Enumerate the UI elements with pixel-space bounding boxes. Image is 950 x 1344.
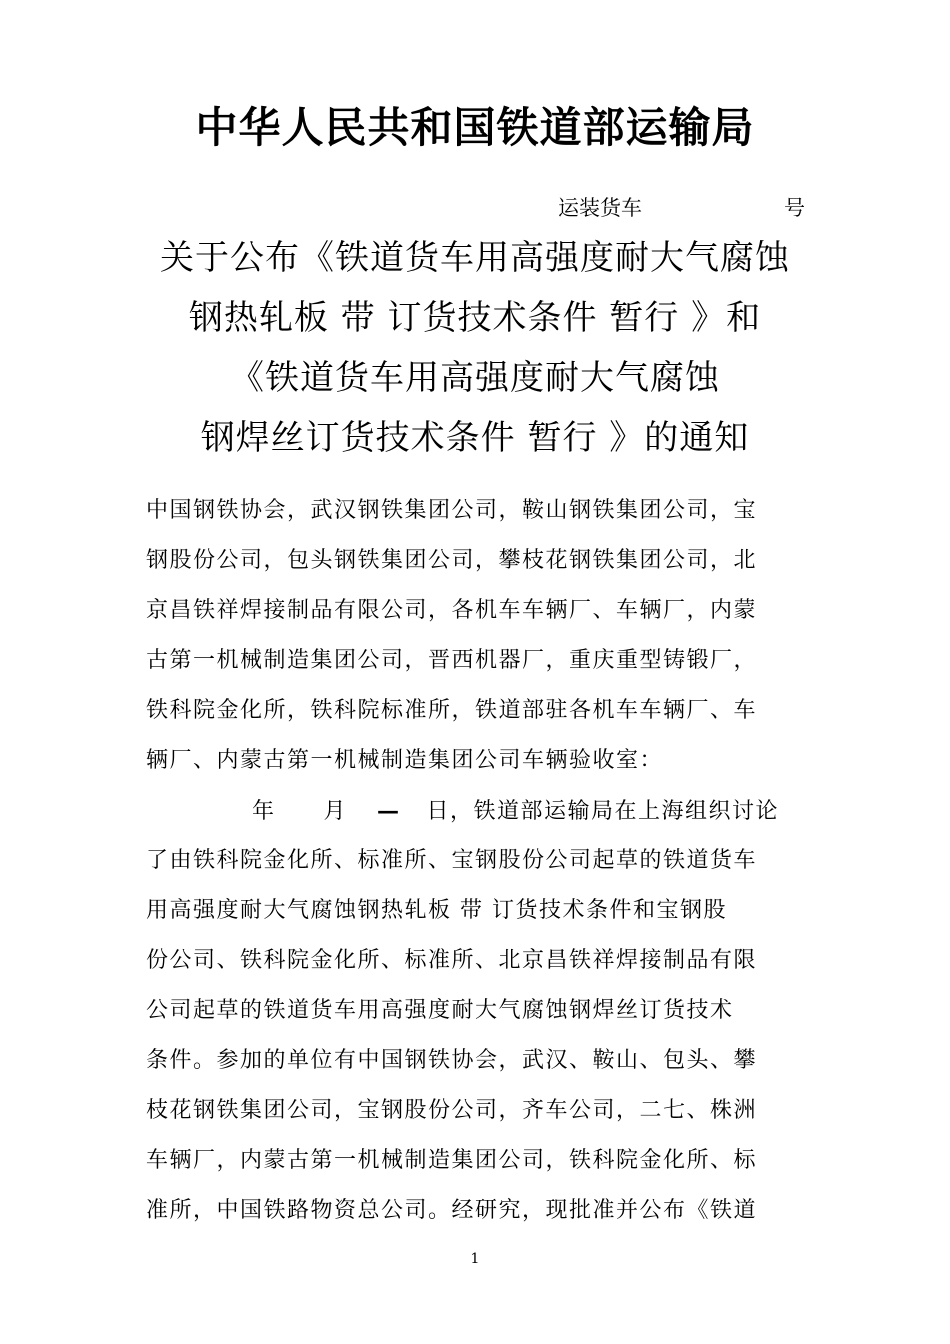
paragraph-line: 了由铁科院金化所、标准所、宝钢股份公司起草的铁道货车 <box>146 848 758 873</box>
recipients-line: 钢股份公司，包头钢铁集团公司，攀枝花钢铁集团公司，北 <box>146 548 758 573</box>
date-dash: — <box>377 798 401 824</box>
doc-number-prefix: 运装货车 <box>558 196 642 220</box>
body-text <box>146 486 808 1236</box>
page-number: 1 <box>470 1251 480 1267</box>
recipients-line: 古第一机械制造集团公司，晋西机器厂，重庆重型铸锻厂， <box>146 648 758 673</box>
paragraph-line: 准所，中国铁路物资总公司。经研究，现批准并公布《铁道 <box>146 1198 758 1223</box>
paragraph-line: 条件。参加的单位有中国钢铁协会，武汉、鞍山、包头、攀 <box>146 1048 758 1073</box>
notice-title-line: 钢热轧板 带 订货技术条件 暂行 》和 <box>188 298 762 338</box>
paragraph-line: 枝花钢铁集团公司，宝钢股份公司，齐车公司，二七、株洲 <box>146 1098 758 1123</box>
notice-title-line: 钢焊丝订货技术条件 暂行 》的通知 <box>200 418 750 458</box>
date-day: 日 <box>426 799 451 824</box>
paragraph-line: 用高强度耐大气腐蚀钢热轧板 带 订货技术条件和宝钢股 <box>146 898 727 923</box>
paragraph-line: 份公司、铁科院金化所、标准所、北京昌铁祥焊接制品有限 <box>146 948 758 973</box>
paragraph-line: 公司起草的铁道货车用高强度耐大气腐蚀钢焊丝订货技术 <box>146 998 734 1023</box>
recipients-line: 辆厂、内蒙古第一机械制造集团公司车辆验收室： <box>146 748 664 773</box>
notice-title-line: 关于公布《铁道货车用高强度耐大气腐蚀 <box>160 238 790 278</box>
recipients-line: 铁科院金化所，铁科院标准所，铁道部驻各机车车辆厂、车 <box>146 698 758 723</box>
doc-number-suffix: 号 <box>784 196 805 220</box>
recipients-line: 京昌铁祥焊接制品有限公司，各机车车辆厂、车辆厂，内蒙 <box>146 598 758 623</box>
date-line <box>146 786 808 836</box>
notice-title <box>60 228 890 468</box>
date-line-text: ，铁道部运输局在上海组织讨论 <box>450 799 780 824</box>
date-month: 月 <box>323 799 348 824</box>
agency-title: 中华人民共和国铁道部运输局 <box>195 103 755 152</box>
date-year: 年 <box>252 799 276 824</box>
recipients-line: 中国钢铁协会，武汉钢铁集团公司，鞍山钢铁集团公司，宝 <box>146 498 758 523</box>
paragraph-line: 车辆厂，内蒙古第一机械制造集团公司，铁科院金化所、标 <box>146 1148 758 1173</box>
notice-title-line: 《铁道货车用高强度耐大气腐蚀 <box>230 358 720 398</box>
